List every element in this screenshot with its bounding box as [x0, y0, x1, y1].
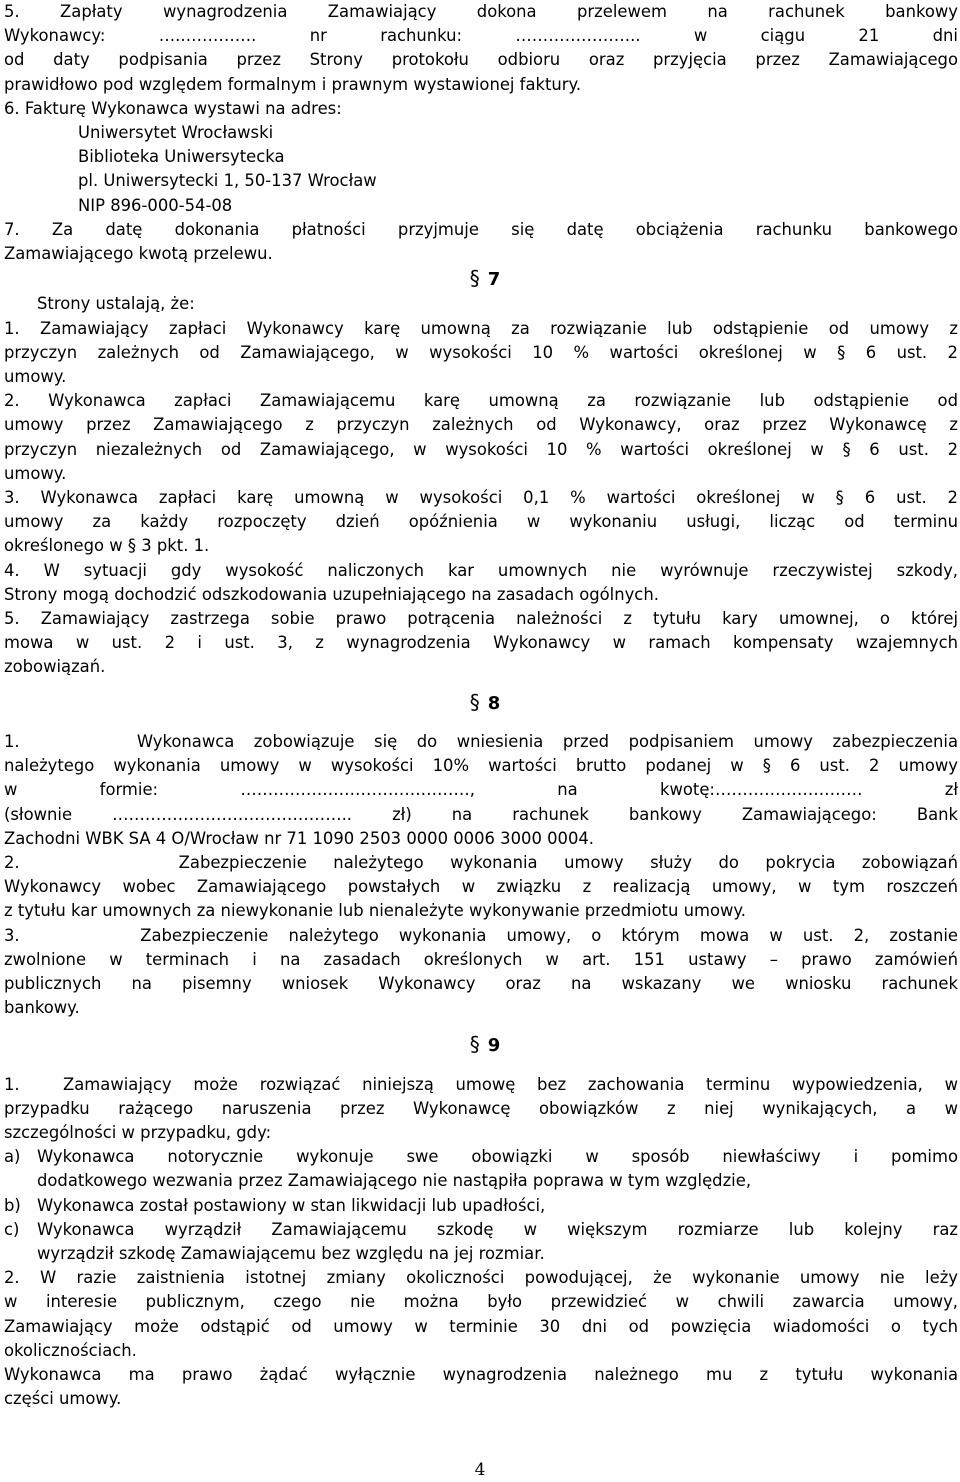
section-number: 9	[487, 1035, 501, 1057]
paragraph-5-line: 5. Zapłaty wynagrodzenia Zamawiający dokona przelewem na rachunek bankowy	[4, 2, 958, 21]
s8-item-2-line: Wykonawcy wobec Zamawiającego powstałych w związku z realizacją umowy, w tym roszczeń	[4, 877, 958, 897]
s7-item-1-line: przyczyn zależnych od Zamawiającego, w wysokości 10 % wartości określonej w § 6 ust. 2	[4, 342, 958, 362]
s8-item-1-line: (słownie …………………………………….. zł) na rachunek bankowy Zamawiającego: Bank	[4, 804, 958, 824]
s7-item-4-line: Strony mogą dochodzić odszkodowania uzupełniającego na zasadach ogólnych.	[4, 584, 659, 604]
s9-final-line: części umowy.	[4, 1389, 122, 1409]
s9-subitem-b	[4, 1194, 958, 1218]
s8-item-1-line: 1. Wykonawca zobowiązuje się do wniesienia przed podpisaniem umowy zabezpieczenia	[4, 731, 958, 751]
page-number: 4	[474, 1460, 486, 1480]
s7-item-2-line: 2. Wykonawca zapłaci Zamawiającemu karę umowną za rozwiązanie lub odstąpienie od	[4, 391, 958, 411]
s9-item-2-line: okolicznościach.	[4, 1340, 137, 1360]
paragraph-7-line: 7. Za datę dokonania płatności przyjmuje się datę obciążenia rachunku bankowego	[4, 219, 958, 239]
s8-item-3-line: publicznych na pisemny wniosek Wykonawcy oraz na wskazany we wniosku rachunek	[4, 973, 958, 993]
section-8-heading	[4, 690, 958, 716]
section-9-heading	[4, 1032, 958, 1058]
subitem-line: wyrządził szkodę Zamawiającemu bez względu na jej rozmiar.	[37, 1243, 545, 1263]
s8-item-1-line: w formie: ……………………………………, na kwotę:……………………… zł	[4, 780, 958, 800]
s7-item-3-line: umowy za każdy rozpoczęty dzień opóźnienia w wykonaniu usługi, licząc od terminu	[4, 512, 958, 532]
s8-item-2-line: z tytułu kar umownych za niewykonanie lub nienależyte wykonywanie przedmiotu umowy.	[4, 901, 746, 921]
s7-item-5-line: mowa w ust. 2 i ust. 3, z wynagrodzenia Wykonawcy w ramach kompensaty wzajemnych	[4, 633, 958, 653]
address-line: Biblioteka Uniwersytecka	[78, 147, 285, 167]
address-line: NIP 896-000-54-08	[78, 195, 233, 215]
subitem-line: Wykonawca został postawiony w stan likwidacji lub upadłości,	[37, 1195, 546, 1215]
subitem-line: dodatkowego wezwania przez Zamawiającego nie nastąpiła poprawa w tym względzie,	[37, 1171, 752, 1191]
subitem-letter: c)	[4, 1219, 20, 1239]
s8-item-2-line: 2. Zabezpieczenie należytego wykonania umowy służy do pokrycia zobowiązań	[4, 852, 958, 872]
s8-item-1-line: należytego wykonania umowy w wysokości 10% wartości brutto podanej w § 6 ust. 2 umowy	[4, 756, 958, 776]
parties-agree-line: Strony ustalają, że:	[37, 294, 195, 314]
s9-item-1-line: przypadku rażącego naruszenia przez Wykonawcę obowiązków z niej wynikających, a w	[4, 1098, 958, 1118]
s9-final-line: Wykonawca ma prawo żądać wyłącznie wynagrodzenia należnego mu z tytułu wykonania	[4, 1364, 958, 1384]
s9-subitem-a	[4, 1145, 958, 1193]
s9-subitem-c	[4, 1218, 958, 1266]
paragraph-7-line: Zamawiającego kwotą przelewu.	[4, 244, 273, 264]
address-line: pl. Uniwersytecki 1, 50-137 Wrocław	[78, 171, 377, 191]
s8-item-1-line: Zachodni WBK SA 4 O/Wrocław nr 71 1090 2503 0000 0006 3000 0004.	[4, 828, 595, 848]
section-symbol: §	[469, 266, 480, 291]
address-line: Uniwersytet Wrocławski	[78, 123, 274, 143]
s8-item-3-line: 3. Zabezpieczenie należytego wykonania umowy, o którym mowa w ust. 2, zostanie	[4, 925, 958, 945]
s7-item-2-line: umowy.	[4, 463, 67, 483]
section-number: 8	[487, 692, 501, 714]
paragraph-5-line: Wykonawcy: …..…………. nr rachunku: ………………….. w ciągu 21 dni	[4, 26, 958, 46]
section-7-heading	[4, 266, 958, 292]
s9-item-2-line: Zamawiający może odstąpić od umowy w terminie 30 dni od powzięcia wiadomości o tych	[4, 1316, 958, 1336]
section-symbol: §	[469, 1032, 480, 1057]
paragraph-5-line: od daty podpisania przez Strony protokołu odbioru oraz przyjęcia przez Zamawiającego	[4, 50, 958, 70]
section-symbol: §	[469, 689, 480, 714]
subitem-letter: b)	[4, 1195, 21, 1215]
s9-item-2-line: w interesie publicznym, czego nie można było przewidzieć w chwili zawarcia umowy,	[4, 1292, 958, 1312]
paragraph-6: 6. Fakturę Wykonawca wystawi na adres:	[4, 98, 342, 118]
s7-item-1-line: 1. Zamawiający zapłaci Wykonawcy karę umowną za rozwiązanie lub odstąpienie od umowy z	[4, 318, 958, 338]
subitem-line: Wykonawca notorycznie wykonuje swe obowiązki w sposób niewłaściwy i pomimo	[37, 1147, 958, 1167]
s7-item-5-line: zobowiązań.	[4, 657, 106, 677]
s7-item-5-line: 5. Zamawiający zastrzega sobie prawo potrącenia należności z tytułu kary umownej, o której	[4, 609, 958, 629]
section-number: 7	[487, 269, 501, 291]
s9-item-2-line: 2. W razie zaistnienia istotnej zmiany okoliczności powodującej, że wykonanie umowy nie leży	[4, 1268, 958, 1288]
s7-item-3-line: określonego w § 3 pkt. 1.	[4, 536, 210, 556]
s7-item-2-line: przyczyn niezależnych od Zamawiającego, w wysokości 10 % wartości określonej w § 6 ust. 2	[4, 439, 958, 459]
s9-item-1-line: szczególności w przypadku, gdy:	[4, 1122, 272, 1142]
subitem-letter: a)	[4, 1147, 21, 1167]
s8-item-3-line: zwolnione w terminach i na zasadach określonych w art. 151 ustawy – prawo zamówień	[4, 949, 958, 969]
document-page	[4, 0, 958, 1411]
s7-item-4-line: 4. W sytuacji gdy wysokość naliczonych kar umownych nie wyrównuje rzeczywistej szkody,	[4, 560, 958, 580]
subitem-line: Wykonawca wyrządził Zamawiającemu szkodę w większym rozmiarze lub kolejny raz	[37, 1219, 958, 1239]
s8-item-3-line: bankowy.	[4, 998, 80, 1018]
s7-item-2-line: umowy przez Zamawiającego z przyczyn zależnych od Wykonawcy, oraz przez Wykonawcę z	[4, 415, 958, 435]
paragraph-5-line: prawidłowo pod względem formalnym i prawnym wystawionej faktury.	[4, 74, 582, 94]
s7-item-3-line: 3. Wykonawca zapłaci karę umowną w wysokości 0,1 % wartości określonej w § 6 ust. 2	[4, 488, 958, 508]
s9-item-1-line: 1. Zamawiający może rozwiązać niniejszą umowę bez zachowania terminu wypowiedzenia, w	[4, 1074, 958, 1094]
s7-item-1-line: umowy.	[4, 367, 67, 387]
